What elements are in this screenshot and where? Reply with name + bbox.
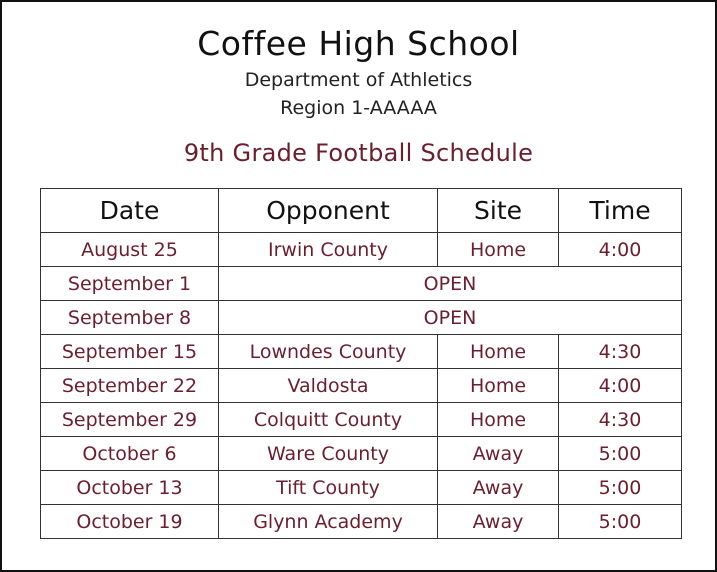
game-site: Home	[438, 233, 559, 267]
schedule-table	[40, 188, 682, 539]
game-date: August 25	[41, 233, 219, 267]
open-date-cell: OPEN	[219, 301, 682, 335]
game-date: September 29	[41, 403, 219, 437]
game-time: 5:00	[559, 437, 682, 471]
schedule-title: 9th Grade Football Schedule	[183, 139, 534, 167]
game-opponent: Ware County	[219, 437, 438, 471]
table-header-row	[41, 189, 682, 233]
department-name: Department of Athletics	[244, 69, 473, 91]
game-time: 4:30	[559, 403, 682, 437]
table-row	[41, 505, 682, 539]
table-row	[41, 369, 682, 403]
game-site: Away	[438, 437, 559, 471]
table-row	[41, 437, 682, 471]
column-header-time: Time	[559, 189, 682, 233]
table-row	[41, 471, 682, 505]
region-name: Region 1-AAAAA	[280, 97, 437, 119]
game-date: September 15	[41, 335, 219, 369]
game-site: Home	[438, 403, 559, 437]
column-header-site: Site	[438, 189, 559, 233]
game-time: 5:00	[559, 471, 682, 505]
school-name: Coffee High School	[197, 24, 520, 63]
game-date: October 13	[41, 471, 219, 505]
open-date-cell: OPEN	[219, 267, 682, 301]
game-time: 4:00	[559, 369, 682, 403]
game-opponent: Colquitt County	[219, 403, 438, 437]
table-row	[41, 335, 682, 369]
game-date: September 8	[41, 301, 219, 335]
column-header-opponent: Opponent	[219, 189, 438, 233]
game-site: Home	[438, 369, 559, 403]
table-row	[41, 233, 682, 267]
game-time: 5:00	[559, 505, 682, 539]
game-date: October 19	[41, 505, 219, 539]
game-date: September 22	[41, 369, 219, 403]
game-opponent: Irwin County	[219, 233, 438, 267]
table-row	[41, 301, 682, 335]
game-opponent: Lowndes County	[219, 335, 438, 369]
game-site: Away	[438, 505, 559, 539]
game-opponent: Tift County	[219, 471, 438, 505]
game-date: September 1	[41, 267, 219, 301]
game-date: October 6	[41, 437, 219, 471]
game-time: 4:00	[559, 233, 682, 267]
game-time: 4:30	[559, 335, 682, 369]
column-header-date: Date	[41, 189, 219, 233]
game-opponent: Glynn Academy	[219, 505, 438, 539]
game-opponent: Valdosta	[219, 369, 438, 403]
table-row	[41, 403, 682, 437]
game-site: Home	[438, 335, 559, 369]
game-site: Away	[438, 471, 559, 505]
table-row	[41, 267, 682, 301]
